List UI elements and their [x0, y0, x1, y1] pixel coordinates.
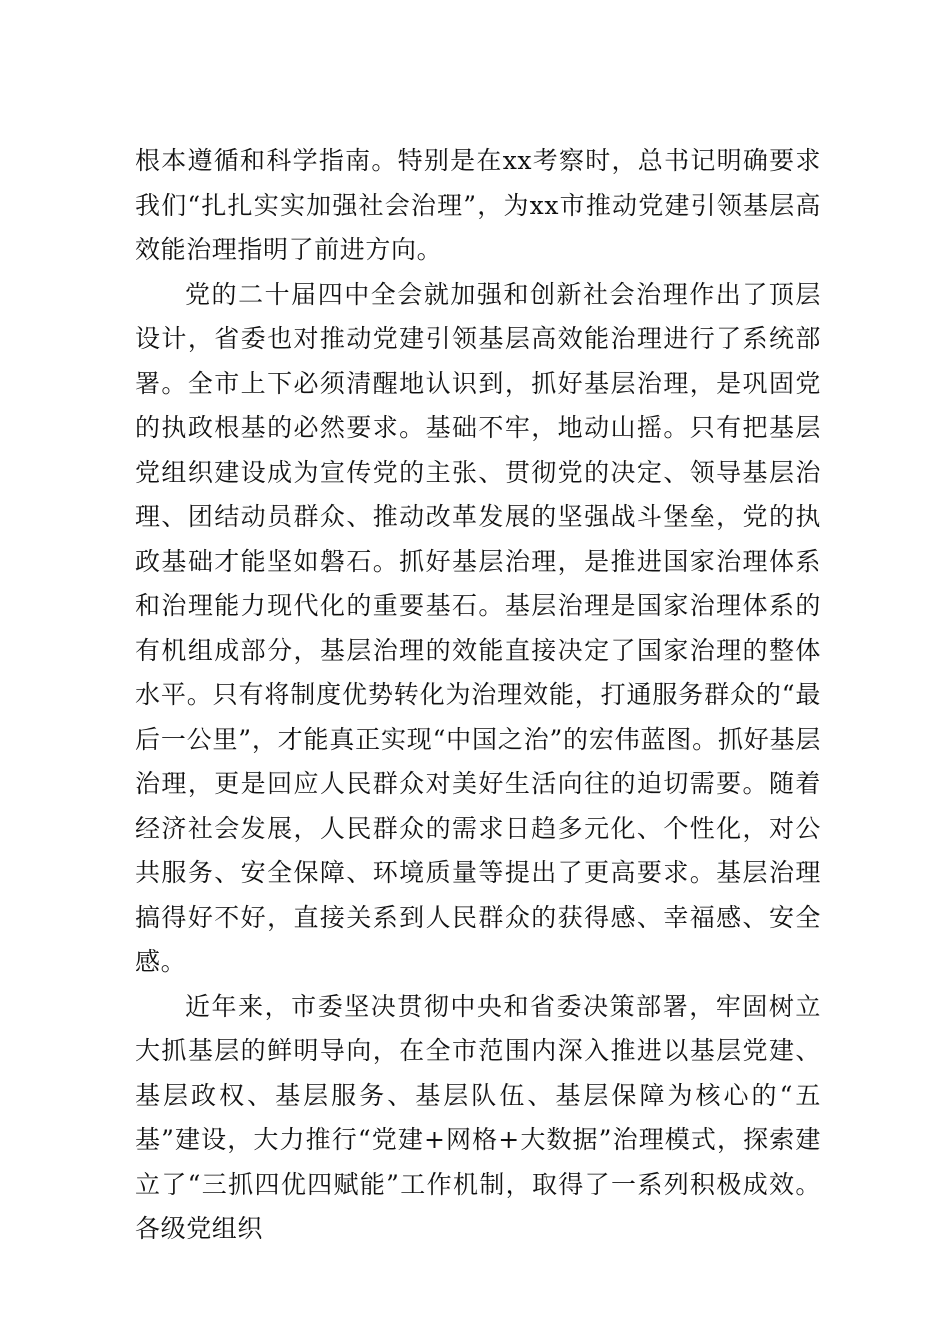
paragraph-continuation: 根本遵循和科学指南。特别是在xx考察时，总书记明确要求我们“扎扎实实加强社会治理”，为xx市推动党建引领基层高效能治理指明了前进方向。 [135, 146, 821, 264]
document-body [135, 139, 821, 1252]
paragraph-recent-achievements: 近年来，市委坚决贯彻中央和省委决策部署，牢固树立大抓基层的鲜明导向，在全市范围内深入推进以基层党建、基层政权、基层服务、基层队伍、基层保障为核心的“五基”建设，大力推行“党建+网格+大数据”治理模式，探索建立了“三抓四优四赋能”工作机制，取得了一系列积极成效。各级党组织 [135, 991, 821, 1243]
paragraph-governance-importance: 党的二十届四中全会就加强和创新社会治理作出了顶层设计，省委也对推动党建引领基层高效能治理进行了系统部署。全市上下必须清醒地认识到，抓好基层治理，是巩固党的执政根基的必然要求。基础不牢，地动山摇。只有把基层党组织建设成为宣传党的主张、贯彻党的决定、领导基层治理、团结动员群众、推动改革发展的坚强战斗堡垒，党的执政基础才能坚如磐石。抓好基层治理，是推进国家治理体系和治理能力现代化的重要基石。基层治理是国家治理体系的有机组成部分，基层治理的效能直接决定了国家治理的整体水平。只有将制度优势转化为治理效能，打通服务群众的“最后一公里”，才能真正实现“中国之治”的宏伟蓝图。抓好基层治理，更是回应人民群众对美好生活向往的迫切需要。随着经济社会发展，人民群众的需求日趋多元化、个性化，对公共服务、安全保障、环境质量等提出了更高要求。基层治理搞得好不好，直接关系到人民群众的获得感、幸福感、安全感。 [135, 279, 821, 976]
